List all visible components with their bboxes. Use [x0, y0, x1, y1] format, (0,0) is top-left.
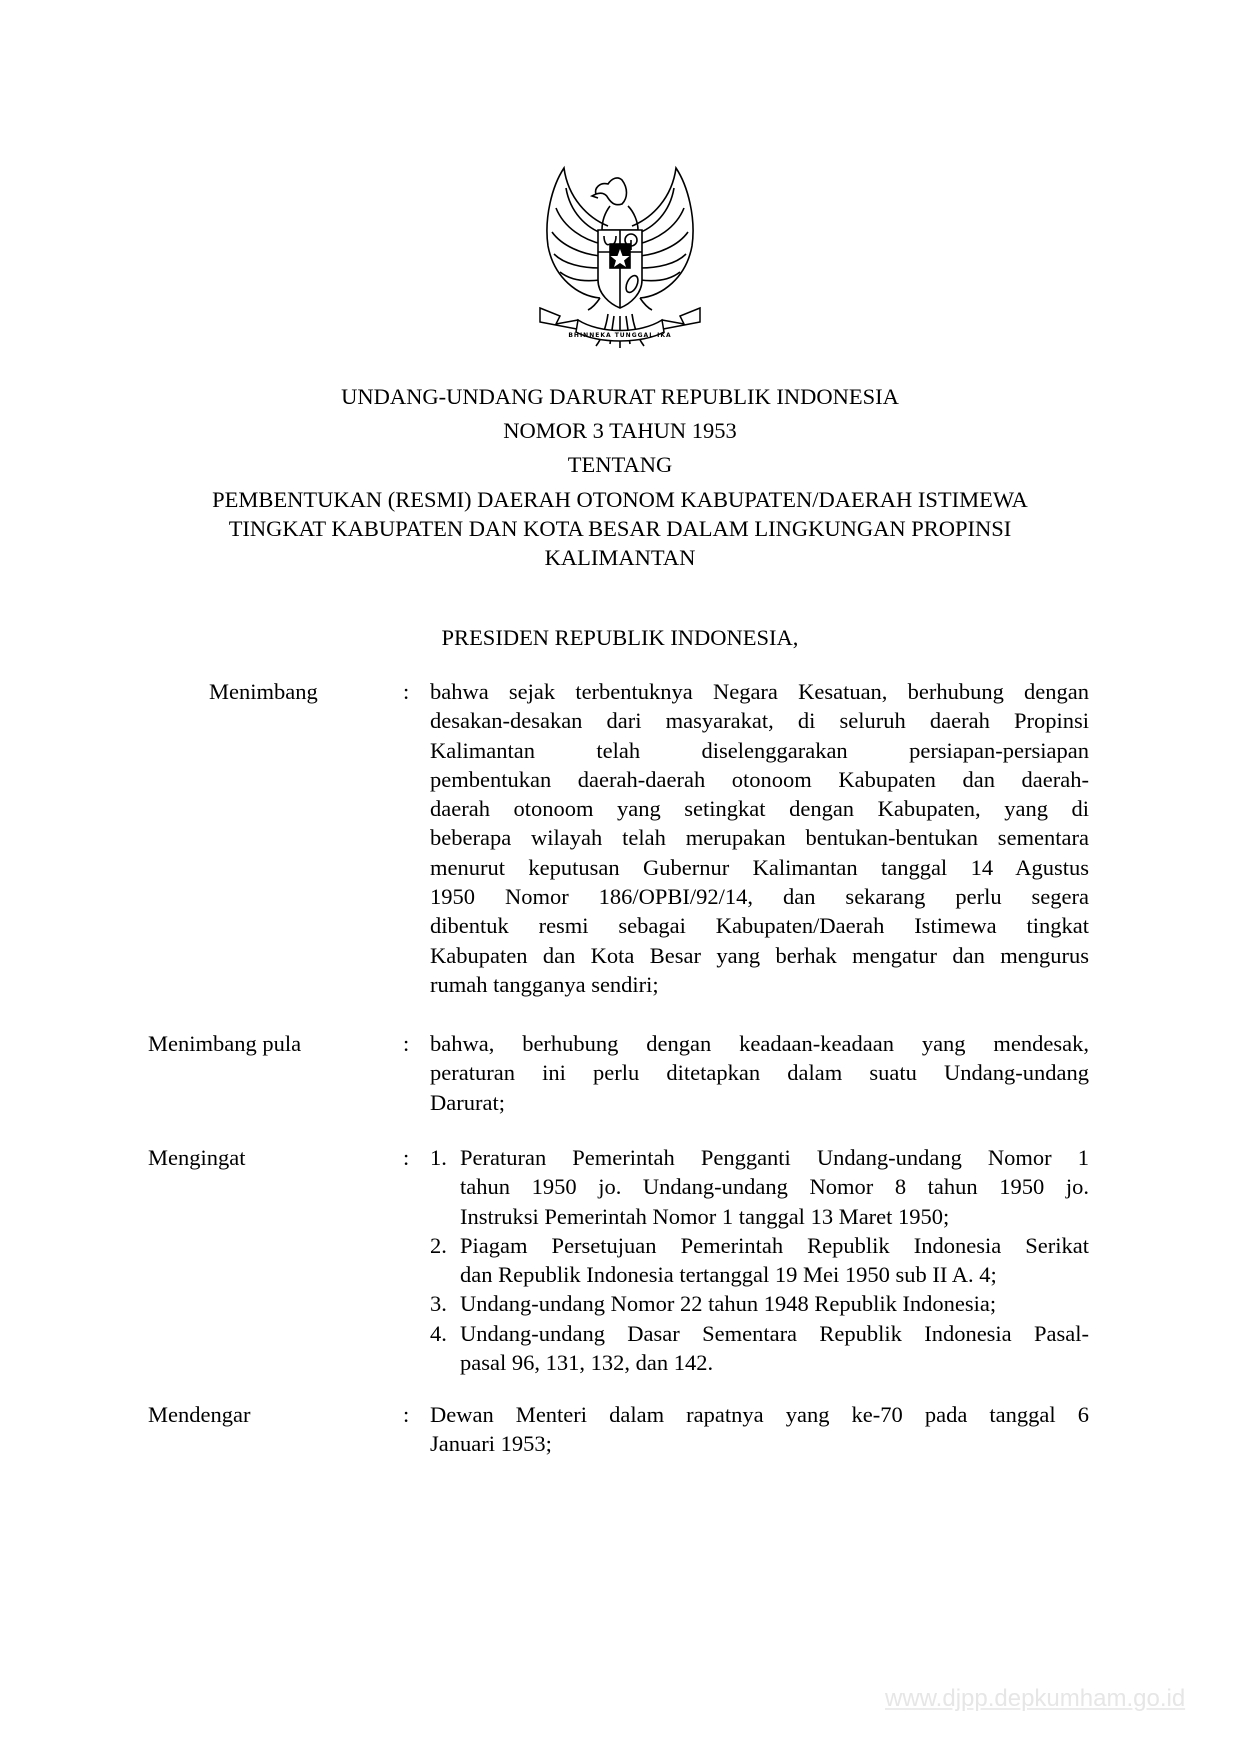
- emblem-motto: BHINNEKA TUNGGAL IKA: [568, 332, 672, 339]
- body-line: Januari 1953;: [430, 1431, 552, 1457]
- body-line: desakan-desakan dari masyarakat, di seluruh daerah Propinsi: [430, 708, 1089, 734]
- president-heading: PRESIDEN REPUBLIK INDONESIA,: [441, 625, 799, 650]
- mengingat-list: [430, 1143, 1089, 1377]
- list-item: [430, 1319, 1089, 1378]
- section-body: [430, 1400, 1089, 1459]
- list-line: Peraturan Pemerintah Pengganti Undang-undang Nomor 1: [460, 1145, 1089, 1170]
- body-line: bahwa, berhubung dengan keadaan-keadaan yang mendesak,: [430, 1031, 1089, 1056]
- section-label: Mendengar: [148, 1402, 251, 1427]
- body-line: pembentukan daerah-daerah otonoom Kabupaten dan daerah-: [430, 766, 1089, 792]
- list-number: 1.: [430, 1145, 447, 1170]
- list-number: 3.: [430, 1291, 447, 1317]
- section-colon: :: [403, 679, 410, 704]
- title-line-number: NOMOR 3 TAHUN 1953: [503, 418, 737, 443]
- section-label: Menimbang pula: [148, 1031, 302, 1056]
- title-line-tentang: TENTANG: [567, 452, 673, 477]
- body-line: 1950 Nomor 186/OPBI/92/14, dan sekarang perlu segera: [430, 884, 1089, 910]
- body-line: Darurat;: [430, 1089, 505, 1115]
- title-line-subject-2: TINGKAT KABUPATEN DAN KOTA BESAR DALAM LINGKUNGAN PROPINSI: [228, 516, 1012, 541]
- body-line: daerah otonoom yang setingkat dengan Kabupaten, yang di: [430, 796, 1089, 822]
- list-number: 4.: [430, 1320, 447, 1346]
- body-line: dibentuk resmi sebagai Kabupaten/Daerah Istimewa tingkat: [430, 913, 1089, 939]
- section-colon: :: [403, 1402, 410, 1427]
- list-line: Undang-undang Nomor 22 tahun 1948 Republik Indonesia;: [460, 1291, 997, 1317]
- title-line-subject-1: PEMBENTUKAN (RESMI) DAERAH OTONOM KABUPATEN/DAERAH ISTIMEWA: [212, 487, 1028, 512]
- body-line: menurut keputusan Gubernur Kalimantan tanggal 14 Agustus: [430, 854, 1089, 880]
- list-number: 2.: [430, 1232, 447, 1258]
- body-line: rumah tangganya sendiri;: [430, 971, 659, 997]
- list-line: Instruksi Pemerintah Nomor 1 tanggal 13 Maret 1950;: [460, 1203, 950, 1229]
- section-body: [430, 677, 1089, 999]
- body-line: Kalimantan telah diselenggarakan persiapan-persiapan: [430, 737, 1089, 763]
- list-item: [430, 1143, 1089, 1231]
- body-line: bahwa sejak terbentuknya Negara Kesatuan, berhubung dengan: [430, 679, 1089, 704]
- list-line: Undang-undang Dasar Sementara Republik Indonesia Pasal-: [460, 1320, 1089, 1346]
- body-line: Kabupaten dan Kota Besar yang berhak mengatur dan mengurus: [430, 942, 1089, 968]
- title-line-subject-3: KALIMANTAN: [544, 545, 696, 570]
- list-line: tahun 1950 jo. Undang-undang Nomor 8 tahun 1950 jo.: [460, 1174, 1089, 1200]
- body-line: Dewan Menteri dalam rapatnya yang ke-70 pada tanggal 6: [430, 1402, 1089, 1427]
- list-item: [430, 1289, 1089, 1318]
- body-line: peraturan ini perlu ditetapkan dalam suatu Undang-undang: [430, 1060, 1089, 1086]
- garuda-emblem-icon: [530, 148, 710, 354]
- title-line-law-type: UNDANG-UNDANG DARURAT REPUBLIK INDONESIA: [341, 384, 899, 409]
- list-line: pasal 96, 131, 132, dan 142.: [460, 1350, 714, 1376]
- section-colon: :: [403, 1031, 410, 1056]
- section-label: Menimbang: [209, 679, 318, 704]
- list-line: Piagam Persetujuan Pemerintah Republik Indonesia Serikat: [460, 1232, 1089, 1258]
- website-watermark: www.djpp.depkumham.go.id: [885, 1685, 1186, 1712]
- body-line: beberapa wilayah telah merupakan bentukan-bentukan sementara: [430, 825, 1089, 851]
- section-colon: :: [403, 1145, 410, 1170]
- list-line: dan Republik Indonesia tertanggal 19 Mei 1950 sub II A. 4;: [460, 1262, 997, 1288]
- list-item: [430, 1231, 1089, 1290]
- section-body: [430, 1029, 1089, 1117]
- section-label: Mengingat: [148, 1145, 246, 1170]
